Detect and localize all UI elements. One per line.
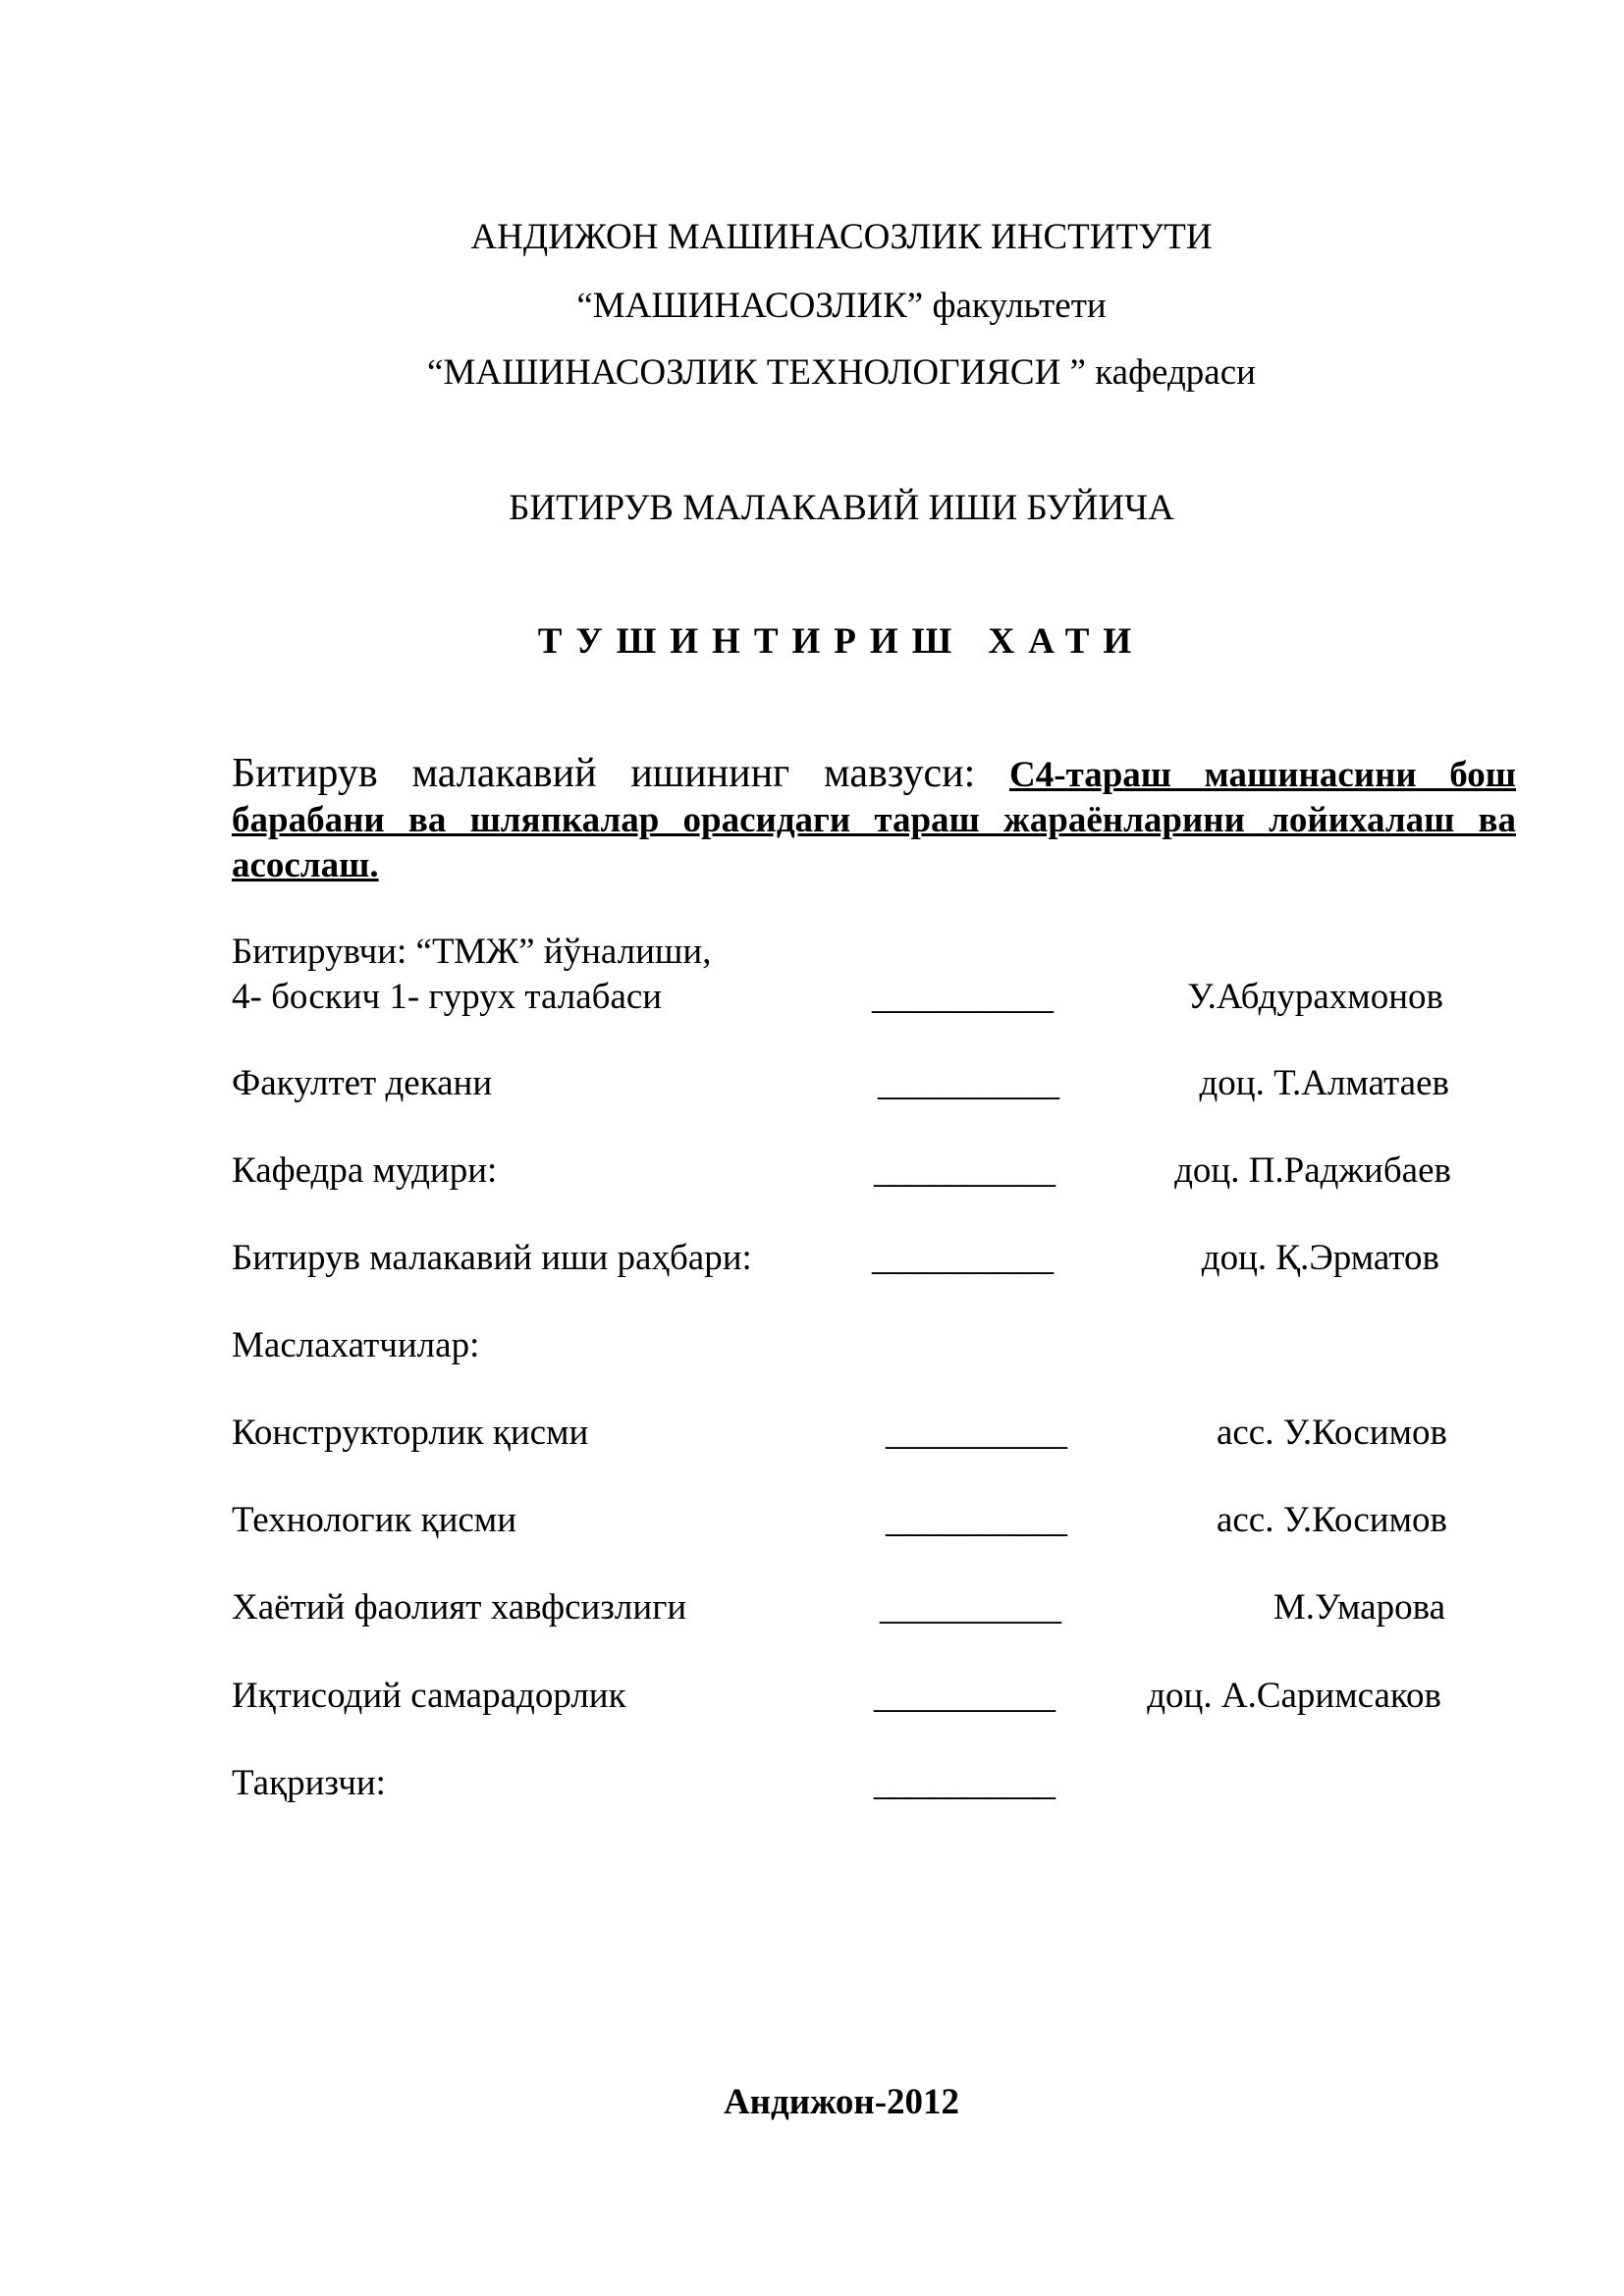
student-line: Битирувчи: “ТМЖ” йўналиши, — [232, 932, 712, 972]
signature-row-safety — [0, 1586, 1624, 1631]
row-label: Битирув малакавий иши раҳбари: — [232, 1238, 752, 1278]
signature-row-supervisor — [0, 1237, 1624, 1282]
signature-row-student — [0, 976, 1624, 1021]
signature-line: __________ — [874, 1676, 1056, 1716]
signature-line: __________ — [874, 1763, 1056, 1803]
signature-line: __________ — [880, 1587, 1061, 1628]
city-year: Андижон-2012 — [723, 2082, 960, 2122]
row-label: Факултет декани — [232, 1063, 493, 1103]
row-label: 4- боскич 1- гурух талабаси — [232, 977, 663, 1017]
signature-line: __________ — [878, 1063, 1059, 1103]
document-title: ТУШИНТИРИШ ХАТИ — [537, 621, 1146, 662]
signature-row-reviewer — [0, 1762, 1624, 1807]
work-type: БИТИРУВ МАЛАКАВИЙ ИШИ БУЙИЧА — [509, 488, 1174, 528]
row-name: асс. У.Косимов — [1216, 1500, 1447, 1540]
row-label: Иқтисодий самарадорлик — [232, 1676, 626, 1716]
signature-row-technology — [0, 1499, 1624, 1544]
topic-label: Битирув малакавий ишининг мавзуси: — [232, 751, 1010, 796]
consultants-heading — [0, 1324, 1624, 1369]
signature-row-dean — [0, 1062, 1624, 1107]
signature-line: __________ — [874, 1150, 1056, 1191]
signature-line: __________ — [872, 977, 1054, 1017]
row-name: У.Абдурахмонов — [1187, 977, 1443, 1017]
row-label: Хаётий фаолият хавфсизлиги — [232, 1587, 687, 1628]
row-name: доц. Т.Алматаев — [1199, 1063, 1449, 1103]
row-label: Тақризчи: — [232, 1763, 386, 1803]
row-name: доц. Қ.Эрматов — [1201, 1238, 1439, 1278]
row-label: Конструкторлик қисми — [232, 1413, 589, 1453]
institute-name: АНДИЖОН МАШИНАСОЗЛИК ИНСТИТУТИ — [470, 217, 1213, 257]
signature-row-design — [0, 1412, 1624, 1457]
row-label: Кафедра мудири: — [232, 1150, 498, 1191]
signature-row-economics — [0, 1675, 1624, 1720]
department-name: “МАШИНАСОЗЛИК ТЕХНОЛОГИЯСИ ” кафедраси — [427, 352, 1256, 393]
row-label: Технологик қисми — [232, 1500, 517, 1540]
row-name: М.Умарова — [1272, 1587, 1445, 1628]
row-name: доц. П.Раджибаев — [1174, 1150, 1451, 1191]
signature-line: __________ — [886, 1413, 1067, 1453]
row-name: доц. А.Саримсаков — [1147, 1676, 1441, 1716]
row-label: Маслахатчилар: — [232, 1325, 480, 1365]
topic-block — [232, 751, 1516, 888]
signature-line: __________ — [872, 1238, 1054, 1278]
signature-row-head — [0, 1149, 1624, 1195]
faculty-name: “МАШИНАСОЗЛИК” факультети — [576, 286, 1107, 326]
topic-value: С4-тараш машинасини бош барабани ва шляпкалар орасидаги тараш жараёнларини лойихалаш ва асослаш. — [232, 755, 1516, 885]
row-name: асс. У.Косимов — [1216, 1413, 1447, 1453]
signature-line: __________ — [886, 1500, 1067, 1540]
